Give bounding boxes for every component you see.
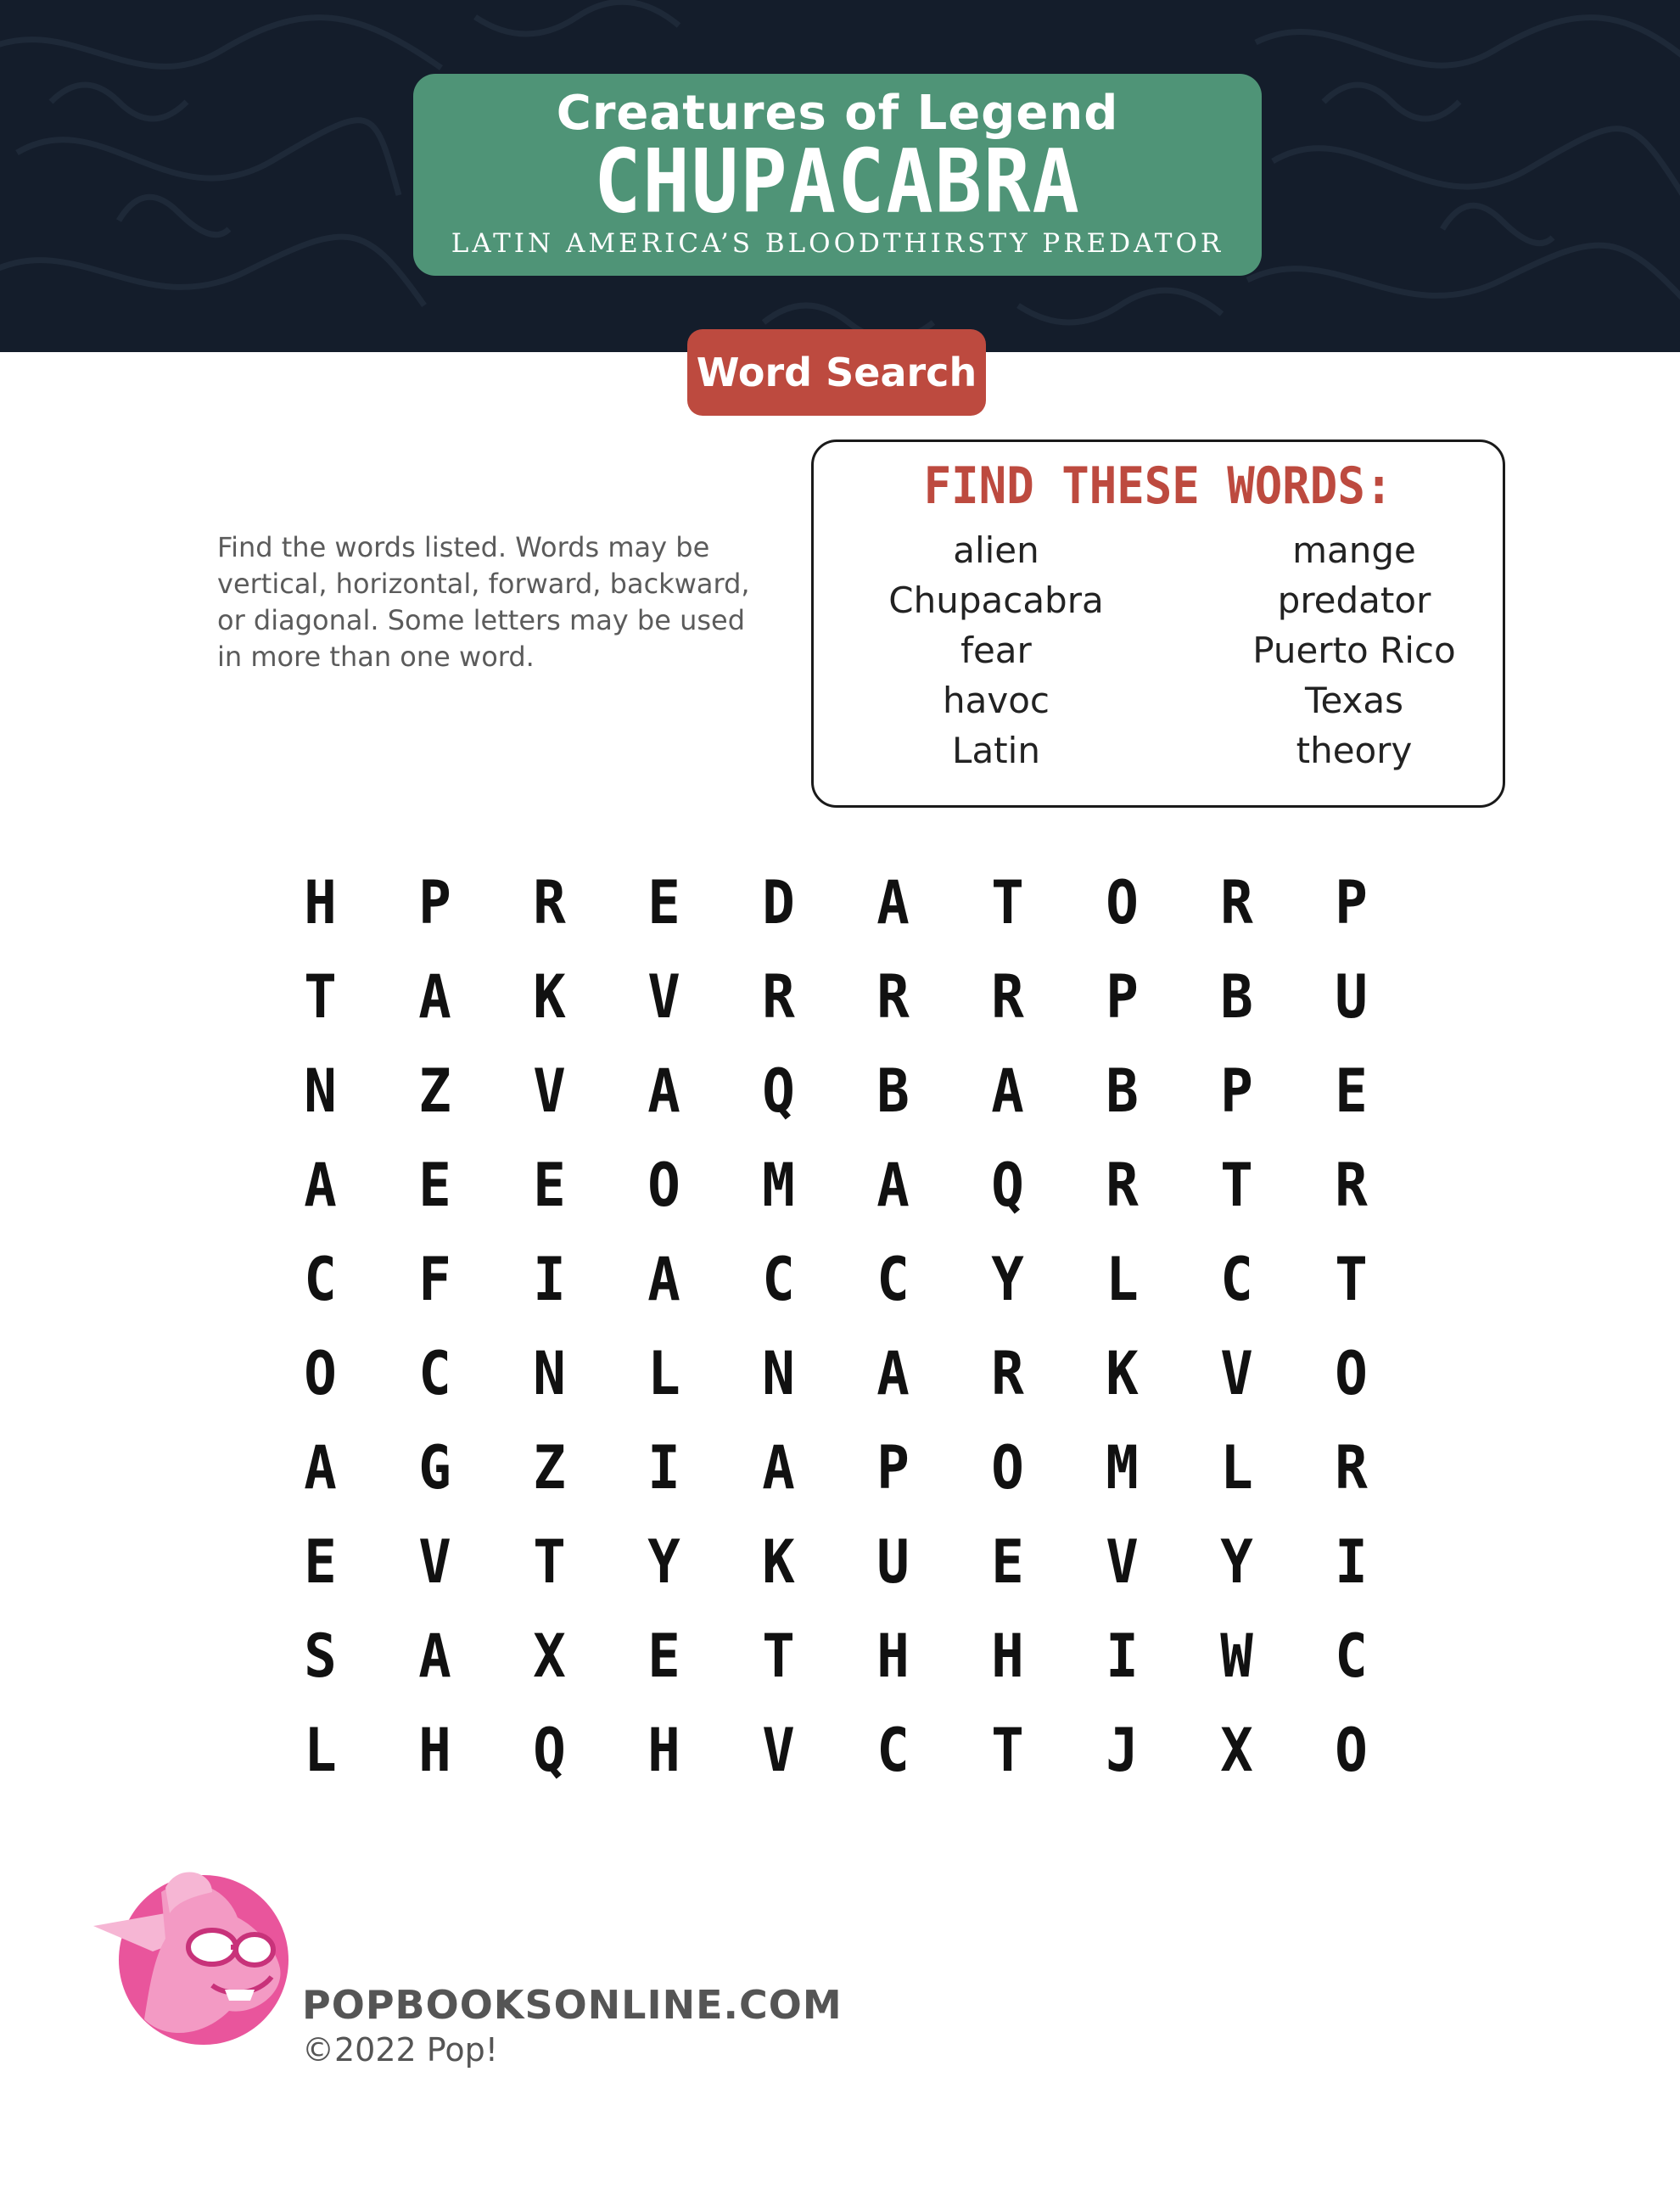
grid-letter[interactable]: X [533,1622,566,1692]
grid-letter[interactable]: C [418,1340,451,1409]
word-item: fear [960,630,1032,671]
grid-letter[interactable]: N [533,1340,566,1409]
grid-letter[interactable]: H [876,1622,910,1692]
grid-letter[interactable]: Z [533,1434,566,1503]
grid-letter[interactable]: B [876,1057,910,1127]
grid-letter[interactable]: P [876,1434,910,1503]
grid-letter[interactable]: W [1220,1622,1253,1692]
grid-letter[interactable]: Y [647,1528,680,1598]
grid-letter[interactable]: R [1335,1151,1368,1221]
grid-letter[interactable]: A [876,1340,910,1409]
grid-letter[interactable]: C [1220,1246,1253,1315]
grid-letter[interactable]: T [762,1622,795,1692]
grid-letter[interactable]: P [1335,869,1368,938]
grid-letter[interactable]: R [1220,869,1253,938]
grid-letter[interactable]: O [1335,1340,1368,1409]
grid-letter[interactable]: C [304,1246,337,1315]
grid-letter[interactable]: T [304,963,337,1033]
word-list-box [811,439,1505,808]
grid-letter[interactable]: A [762,1434,795,1503]
grid-letter[interactable]: U [1335,963,1368,1033]
grid-letter[interactable]: B [1220,963,1253,1033]
word-item: Texas [1304,680,1404,721]
grid-letter[interactable]: J [1106,1716,1139,1786]
grid-letter[interactable]: A [418,963,451,1033]
grid-letter[interactable]: Q [533,1716,566,1786]
grid-letter[interactable]: X [1220,1716,1253,1786]
grid-letter[interactable]: A [304,1151,337,1221]
word-item: Latin [952,730,1040,771]
grid-letter[interactable]: C [876,1716,910,1786]
grid-letter[interactable]: A [991,1057,1024,1127]
grid-letter[interactable]: A [876,1151,910,1221]
grid-letter[interactable]: H [304,869,337,938]
grid-letter[interactable]: I [533,1246,566,1315]
series-title: Creatures of Legend [556,86,1119,141]
grid-letter[interactable]: T [991,869,1024,938]
kangaroo-mascot-icon [85,1867,305,2057]
grid-letter[interactable]: F [418,1246,451,1315]
grid-letter[interactable]: A [876,869,910,938]
grid-letter[interactable]: V [762,1716,795,1786]
grid-letter[interactable]: C [876,1246,910,1315]
activity-badge: Word Search [687,329,986,416]
word-item: predator [1277,579,1431,621]
grid-letter[interactable]: V [1106,1528,1139,1598]
word-item: alien [953,529,1039,571]
grid-letter[interactable]: I [647,1434,680,1503]
grid-letter[interactable]: O [1106,869,1139,938]
grid-letter[interactable]: R [762,963,795,1033]
grid-letter[interactable]: S [304,1622,337,1692]
grid-letter[interactable]: R [991,963,1024,1033]
grid-letter[interactable]: R [991,1340,1024,1409]
grid-letter[interactable]: Y [991,1246,1024,1315]
grid-letter[interactable]: T [533,1528,566,1598]
grid-letter[interactable]: C [762,1246,795,1315]
grid-letter[interactable]: P [1220,1057,1253,1127]
grid-letter[interactable]: O [304,1340,337,1409]
grid-letter[interactable]: L [1106,1246,1139,1315]
grid-letter[interactable]: Q [762,1057,795,1127]
website-link[interactable]: POPBOOKSONLINE.COM [302,1982,843,2028]
grid-letter[interactable]: E [991,1528,1024,1598]
grid-letter[interactable]: O [1335,1716,1368,1786]
grid-letter[interactable]: L [304,1716,337,1786]
page-title: CHUPACABRA [594,131,1081,233]
grid-letter[interactable]: I [1106,1622,1139,1692]
grid-letter[interactable]: M [762,1151,795,1221]
word-list-right [1193,525,1515,775]
grid-letter[interactable]: U [876,1528,910,1598]
grid-letter[interactable]: E [304,1528,337,1598]
word-item: theory [1296,730,1413,771]
grid-letter[interactable]: O [991,1434,1024,1503]
grid-letter[interactable]: Y [1220,1528,1253,1598]
word-item: havoc [943,680,1050,721]
grid-letter[interactable]: V [418,1528,451,1598]
grid-letter[interactable]: E [647,869,680,938]
grid-letter[interactable]: E [1335,1057,1368,1127]
grid-letter[interactable]: N [304,1057,337,1127]
grid-letter[interactable]: V [533,1057,566,1127]
word-item: mange [1292,529,1416,571]
word-item: Chupacabra [888,579,1104,621]
word-list-title: FIND THESE WORDS: [923,456,1393,516]
grid-letter[interactable]: O [647,1151,680,1221]
word-list-left [835,525,1157,775]
grid-letter[interactable]: E [647,1622,680,1692]
grid-letter[interactable]: A [647,1246,680,1315]
grid-letter[interactable]: L [647,1340,680,1409]
grid-letter[interactable]: E [533,1151,566,1221]
grid-letter[interactable]: R [876,963,910,1033]
grid-letter[interactable]: N [762,1340,795,1409]
grid-letter[interactable]: T [1220,1151,1253,1221]
word-search-grid [263,857,1408,1799]
grid-letter[interactable]: A [418,1622,451,1692]
grid-letter[interactable]: Z [418,1057,451,1127]
page-subtitle: LATIN AMERICA’S BLOODTHIRSTY PREDATOR [451,228,1224,259]
grid-letter[interactable]: M [1106,1434,1139,1503]
grid-letter[interactable]: G [418,1434,451,1503]
grid-letter[interactable]: D [762,869,795,938]
grid-letter[interactable]: T [991,1716,1024,1786]
grid-letter[interactable]: P [1106,963,1139,1033]
grid-letter[interactable]: H [418,1716,451,1786]
grid-letter[interactable]: R [533,869,566,938]
grid-letter[interactable]: L [1220,1434,1253,1503]
grid-letter[interactable]: K [1106,1340,1139,1409]
grid-letter[interactable]: C [1335,1622,1368,1692]
grid-letter[interactable]: B [1106,1057,1139,1127]
grid-letter[interactable]: Q [991,1151,1024,1221]
grid-letter[interactable]: V [1220,1340,1253,1409]
grid-letter[interactable]: A [304,1434,337,1503]
grid-letter[interactable]: R [1106,1151,1139,1221]
word-item: Puerto Rico [1252,630,1456,671]
grid-letter[interactable]: T [1335,1246,1368,1315]
grid-letter[interactable]: A [647,1057,680,1127]
title-banner [413,74,1262,276]
grid-letter[interactable]: I [1335,1528,1368,1598]
grid-letter[interactable]: P [418,869,451,938]
grid-letter[interactable]: K [533,963,566,1033]
copyright-text: ©2022 Pop! [302,2031,498,2069]
grid-letter[interactable]: K [762,1528,795,1598]
grid-letter[interactable]: H [647,1716,680,1786]
grid-letter[interactable]: V [647,963,680,1033]
grid-letter[interactable]: E [418,1151,451,1221]
grid-letter[interactable]: H [991,1622,1024,1692]
grid-letter[interactable]: R [1335,1434,1368,1503]
instructions-text: Find the words listed. Words may be vertical, horizontal, forward, backward, or diagonal. Some letters may be used in more than one word. [217,531,750,673]
